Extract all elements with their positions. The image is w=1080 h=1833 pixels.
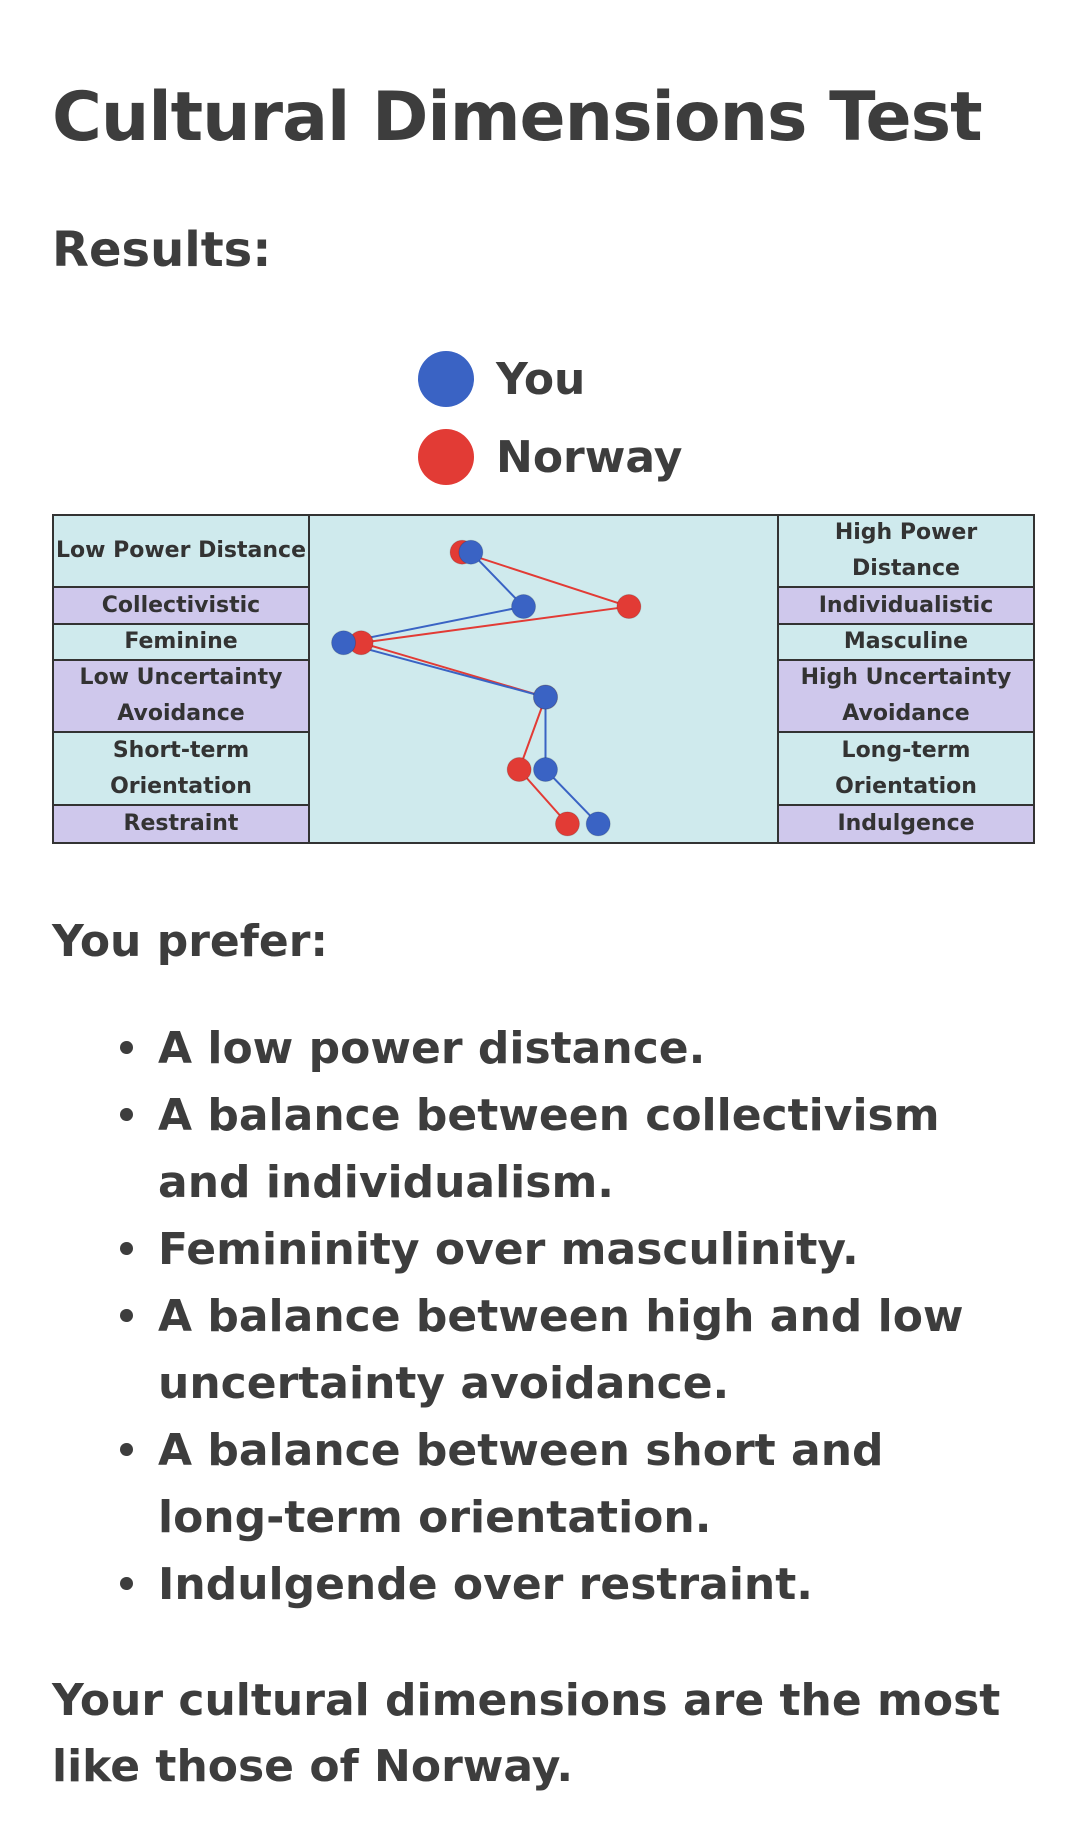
- dimension-label-left: Low Power Distance: [54, 516, 308, 588]
- preference-text: A balance between short and long-term orientation.: [158, 1425, 884, 1543]
- dimensions-chart: [52, 514, 1035, 844]
- legend-dot-you: [418, 351, 474, 407]
- preference-item: [120, 1082, 980, 1216]
- plot-area: [310, 516, 781, 842]
- series-line-norway: [361, 552, 629, 824]
- legend-item-you: [418, 340, 682, 418]
- preference-text: A balance between collectivism and individualism.: [158, 1090, 940, 1208]
- page-title: Cultural Dimensions Test: [52, 78, 982, 157]
- results-heading: Results:: [52, 222, 272, 278]
- preference-item: [120, 1283, 980, 1417]
- dimension-label-left: Low Uncertainty Avoidance: [54, 661, 308, 733]
- point-you-5: [586, 812, 610, 836]
- dimension-label-right: Individualistic: [779, 588, 1033, 624]
- chart-legend: [418, 340, 682, 496]
- series-line-you: [344, 552, 599, 824]
- bullet-icon: [120, 1443, 133, 1456]
- bullet-icon: [120, 1242, 133, 1255]
- dimension-label-right: High Uncertainty Avoidance: [779, 661, 1033, 733]
- left-dimension-labels: [54, 516, 310, 842]
- dimension-label-left: Feminine: [54, 625, 308, 661]
- preferences-list: [120, 1015, 980, 1618]
- preference-text: Indulgende over restraint.: [158, 1559, 813, 1610]
- point-you-0: [459, 540, 483, 564]
- point-norway-1: [617, 595, 641, 619]
- point-norway-4: [507, 758, 531, 782]
- bullet-icon: [120, 1309, 133, 1322]
- dimension-label-left: Collectivistic: [54, 588, 308, 624]
- dimension-label-right: Masculine: [779, 625, 1033, 661]
- right-dimension-labels: [777, 516, 1033, 842]
- preference-text: A balance between high and low uncertainty avoidance.: [158, 1291, 964, 1409]
- preference-item: [120, 1551, 980, 1618]
- point-norway-5: [555, 812, 579, 836]
- dimensions-plot: [310, 516, 781, 842]
- preference-item: [120, 1015, 980, 1082]
- legend-label-norway: Norway: [496, 431, 683, 483]
- legend-item-norway: [418, 418, 682, 496]
- legend-label-you: You: [496, 353, 586, 405]
- point-you-4: [534, 758, 558, 782]
- preference-text: Femininity over masculinity.: [158, 1224, 859, 1275]
- dimension-label-right: Indulgence: [779, 806, 1033, 842]
- point-you-2: [332, 631, 356, 655]
- dimension-label-left: Short-term Orientation: [54, 733, 308, 805]
- legend-dot-norway: [418, 429, 474, 485]
- dimension-label-right: High Power Distance: [779, 516, 1033, 588]
- preference-item: [120, 1216, 980, 1283]
- preference-item: [120, 1417, 980, 1551]
- dimension-label-right: Long-term Orientation: [779, 733, 1033, 805]
- bullet-icon: [120, 1577, 133, 1590]
- preference-text: A low power distance.: [158, 1023, 706, 1074]
- prefer-heading: You prefer:: [52, 916, 329, 967]
- dimension-label-left: Restraint: [54, 806, 308, 842]
- point-you-1: [512, 595, 536, 619]
- bullet-icon: [120, 1041, 133, 1054]
- bullet-icon: [120, 1108, 133, 1121]
- point-you-3: [534, 685, 558, 709]
- conclusion-text: Your cultural dimensions are the most like those of Norway.: [52, 1675, 1001, 1792]
